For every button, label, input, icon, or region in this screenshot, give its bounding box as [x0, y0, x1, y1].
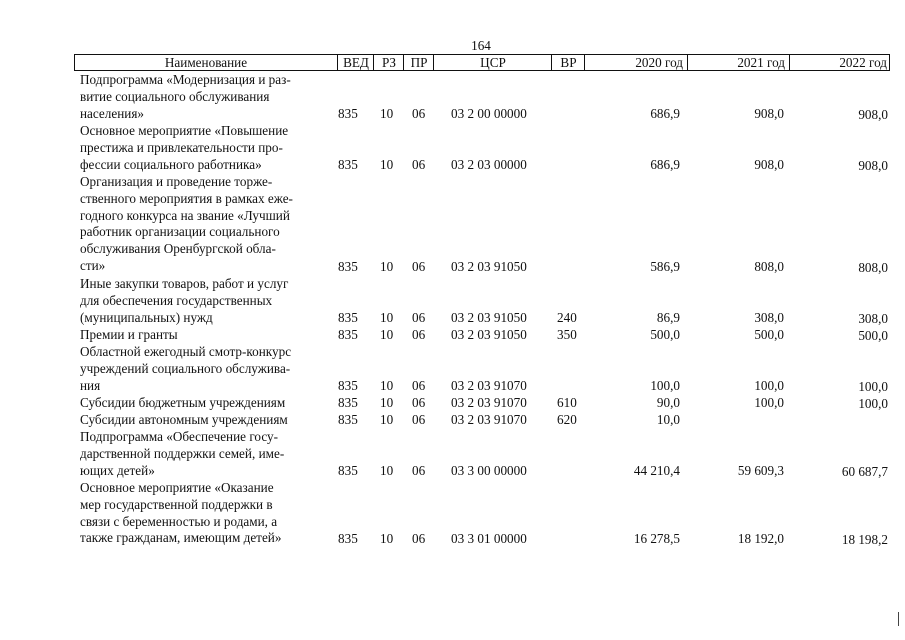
row-pr: 06: [412, 157, 426, 172]
table-row: [0, 123, 905, 174]
row-2020: 16 278,5: [633, 531, 680, 546]
row-ved: 835: [338, 412, 358, 427]
header-pr: ПР: [403, 55, 434, 70]
row-vr: 610: [557, 395, 577, 410]
header-rz: РЗ: [373, 55, 404, 70]
row-2021: 808,0: [754, 259, 784, 274]
table-header: [74, 54, 890, 71]
table-row: [0, 327, 905, 344]
row-2021: 100,0: [754, 378, 784, 393]
row-vr: 620: [557, 412, 577, 427]
row-name: Основное мероприятие «Повышение престижа и привлекательности про- фессии социального работника»: [80, 123, 289, 172]
row-name: Подпрограмма «Модернизация и раз- витие социального обслуживания населения»: [80, 72, 291, 121]
row-2022: 500,0: [858, 328, 888, 343]
table-body: [0, 72, 905, 548]
row-csr: 03 2 03 91070: [451, 412, 527, 427]
table-row: [0, 429, 905, 480]
row-name: Иные закупки товаров, работ и услуг для обеспечения государственных (муниципальных) нужд: [80, 276, 289, 325]
row-name: Субсидии бюджетным учреждениям: [80, 395, 286, 410]
row-ved: 835: [338, 531, 358, 546]
row-rz: 10: [380, 157, 394, 172]
header-name: Наименование: [164, 55, 248, 70]
row-2022: 60 687,7: [841, 464, 888, 479]
header-2020: 2020 год: [584, 55, 687, 70]
row-csr: 03 2 03 91050: [451, 259, 527, 274]
header-csr: ЦСР: [433, 55, 552, 70]
row-2021: 308,0: [754, 310, 784, 325]
row-2022: 908,0: [858, 158, 888, 173]
header-2021: 2021 год: [687, 55, 789, 70]
row-ved: 835: [338, 463, 358, 478]
scan-edge-mark: [898, 612, 899, 626]
row-csr: 03 2 00 00000: [451, 106, 527, 121]
row-pr: 06: [412, 531, 426, 546]
row-2020: 44 210,4: [633, 463, 680, 478]
table-row: [0, 72, 905, 123]
row-name: Субсидии автономным учреждениям: [80, 412, 288, 427]
row-pr: 06: [412, 327, 426, 342]
row-2020: 500,0: [650, 327, 680, 342]
row-csr: 03 2 03 91050: [451, 310, 527, 325]
row-2022: 908,0: [858, 107, 888, 122]
row-2022: 308,0: [858, 311, 888, 326]
row-2020: 686,9: [650, 157, 680, 172]
row-ved: 835: [338, 395, 358, 410]
row-2021: 100,0: [754, 395, 784, 410]
row-ved: 835: [338, 327, 358, 342]
row-pr: 06: [412, 259, 426, 274]
row-2021: 908,0: [754, 157, 784, 172]
row-vr: 350: [557, 327, 577, 342]
row-pr: 06: [412, 412, 426, 427]
row-2021: 500,0: [754, 327, 784, 342]
row-vr: 240: [557, 310, 577, 325]
row-rz: 10: [380, 395, 394, 410]
row-2021: 908,0: [754, 106, 784, 121]
header-2022: 2022 год: [789, 55, 889, 70]
row-pr: 06: [412, 310, 426, 325]
row-rz: 10: [380, 463, 394, 478]
row-name: Организация и проведение торже- ственного мероприятия в рамках еже- годного конкурса на звание «Лучший работник организации социального обслуживания Оренбургской обла- сти»: [80, 174, 293, 273]
row-2020: 10,0: [656, 412, 680, 427]
row-csr: 03 3 01 00000: [451, 531, 527, 546]
row-rz: 10: [380, 106, 394, 121]
page-number: 164: [471, 38, 491, 53]
row-pr: 06: [412, 395, 426, 410]
row-rz: 10: [380, 531, 394, 546]
row-ved: 835: [338, 259, 358, 274]
row-2022: 18 198,2: [841, 532, 888, 547]
row-name: Премии и гранты: [80, 327, 178, 342]
table-row: [0, 344, 905, 395]
row-csr: 03 2 03 00000: [451, 157, 527, 172]
row-2020: 586,9: [650, 259, 680, 274]
row-pr: 06: [412, 106, 426, 121]
row-ved: 835: [338, 106, 358, 121]
row-csr: 03 3 00 00000: [451, 463, 527, 478]
row-2022: 100,0: [858, 379, 888, 394]
row-name: Основное мероприятие «Оказание мер государственной поддержки в связи с беременностью и родами, а также гражданам, имеющим детей»: [80, 480, 282, 546]
row-pr: 06: [412, 378, 426, 393]
row-name: Областной ежегодный смотр-конкурс учреждений социального обслужива- ния: [80, 344, 292, 393]
row-csr: 03 2 03 91050: [451, 327, 527, 342]
header-vr: ВР: [551, 55, 585, 70]
row-rz: 10: [380, 412, 394, 427]
row-2020: 86,9: [656, 310, 680, 325]
row-ved: 835: [338, 378, 358, 393]
row-2021: 18 192,0: [737, 531, 784, 546]
row-2022: 100,0: [858, 396, 888, 411]
row-2020: 90,0: [656, 395, 680, 410]
row-2022: 808,0: [858, 260, 888, 275]
row-ved: 835: [338, 157, 358, 172]
row-rz: 10: [380, 259, 394, 274]
header-ved: ВЕД: [337, 55, 374, 70]
row-pr: 06: [412, 463, 426, 478]
row-name: Подпрограмма «Обеспечение госу- дарственной поддержки семей, име- ющих детей»: [80, 429, 285, 478]
row-ved: 835: [338, 310, 358, 325]
row-rz: 10: [380, 378, 394, 393]
row-rz: 10: [380, 327, 394, 342]
row-2020: 100,0: [650, 378, 680, 393]
row-csr: 03 2 03 91070: [451, 395, 527, 410]
row-csr: 03 2 03 91070: [451, 378, 527, 393]
table-row: [0, 276, 905, 327]
table-row: [0, 174, 905, 276]
row-2021: 59 609,3: [737, 463, 784, 478]
table-row: [0, 412, 905, 429]
row-rz: 10: [380, 310, 394, 325]
table-row: [0, 480, 905, 548]
table-row: [0, 395, 905, 412]
row-2020: 686,9: [650, 106, 680, 121]
